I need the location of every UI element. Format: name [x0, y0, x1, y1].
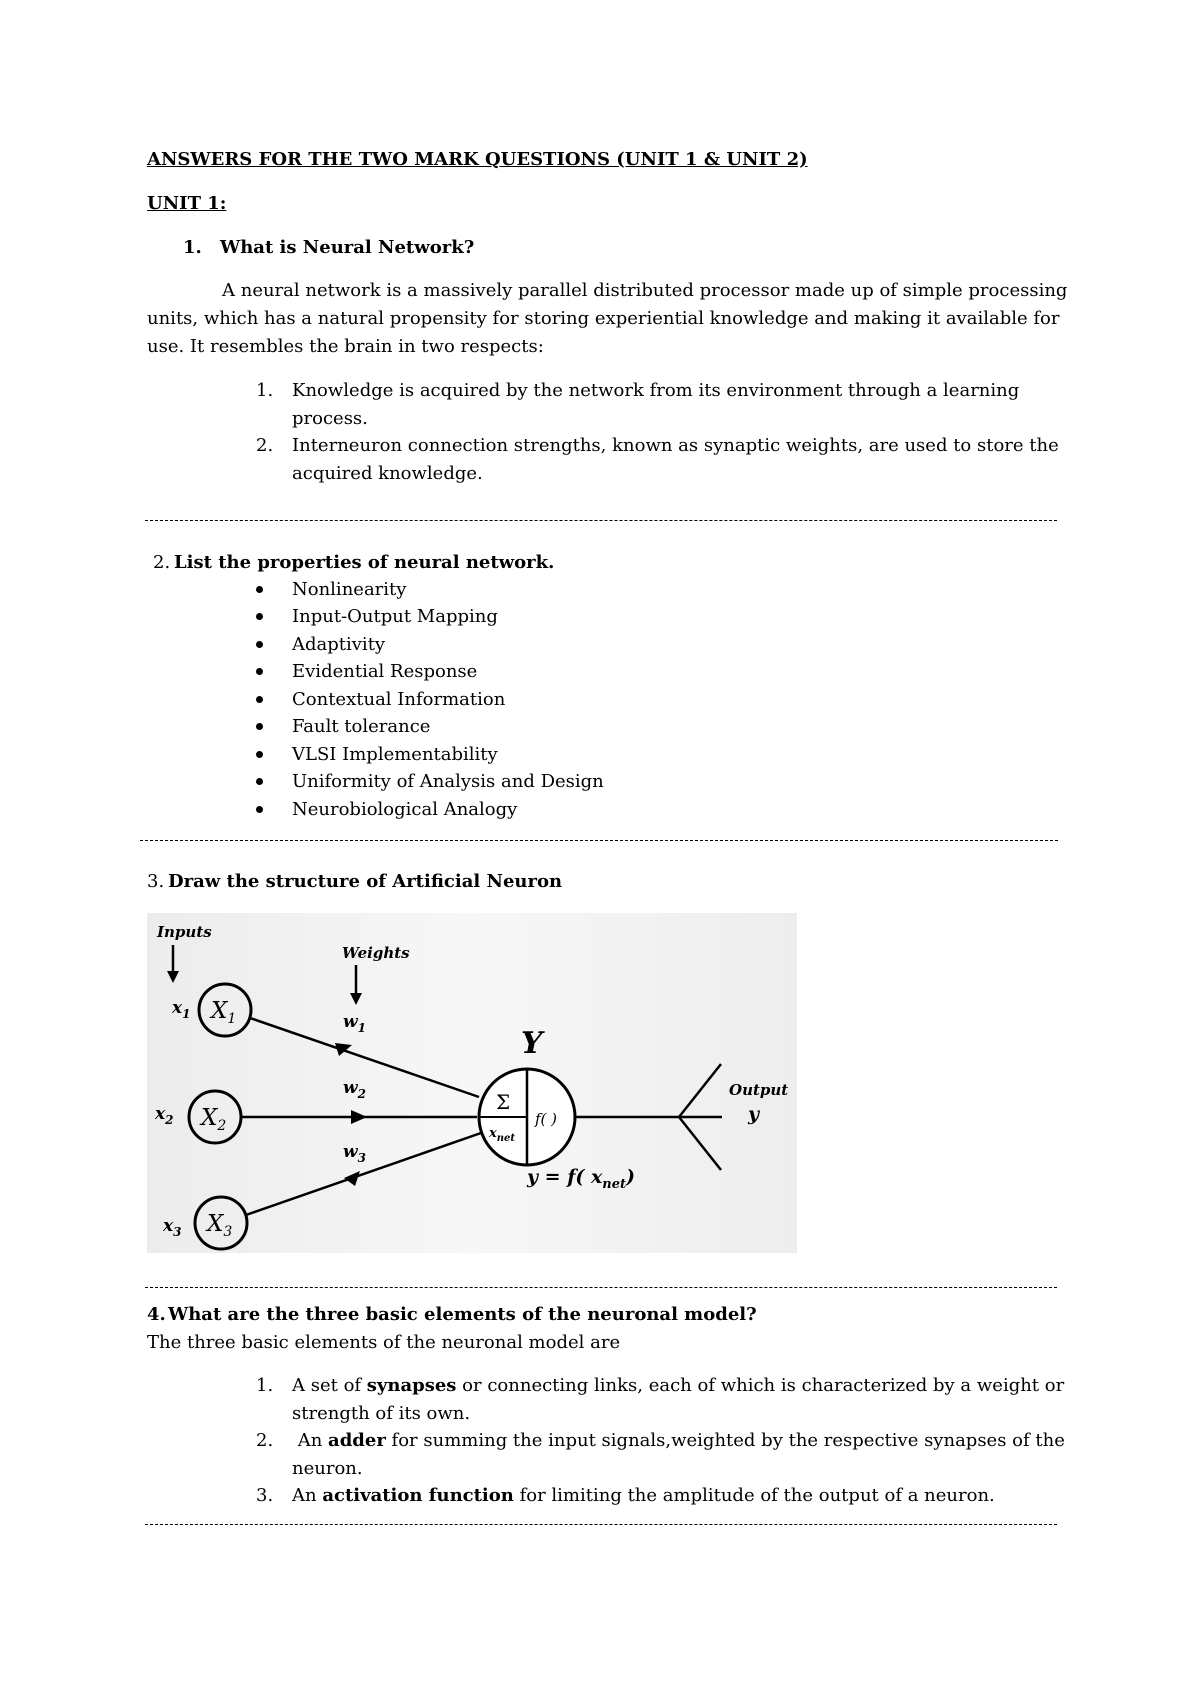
bullet-icon — [256, 723, 263, 730]
weight-w2-label: $w_2$ — [343, 1078, 366, 1101]
weight-w1-label: $w_1$ — [343, 1012, 366, 1035]
q1-item-text-cont: process. — [292, 408, 368, 429]
q4-number: 4. — [147, 1304, 166, 1325]
q4-intro: The three basic elements of the neuronal model are — [147, 1332, 621, 1353]
q1-number: 1. — [183, 237, 202, 258]
input-x1-label: $x_1$ — [172, 998, 191, 1021]
bullet-icon — [256, 586, 263, 593]
separator-line — [145, 1287, 1057, 1288]
q1-item-text-cont: acquired knowledge. — [292, 463, 483, 484]
bullet-icon — [256, 778, 263, 785]
q4-item-number: 1. — [256, 1375, 274, 1396]
q2-number: 2. — [153, 552, 171, 573]
input-x2-label: $x_2$ — [155, 1104, 174, 1127]
q4-question: What are the three basic elements of the neuronal model? — [168, 1304, 757, 1325]
document-title: ANSWERS FOR THE TWO MARK QUESTIONS (UNIT 1 & UNIT 2) — [147, 149, 808, 170]
q1-item-number: 1. — [256, 380, 274, 401]
output-label: Output — [729, 1081, 789, 1099]
q4-item-number: 2. — [256, 1430, 274, 1451]
bullet-icon — [256, 668, 263, 675]
q1-item-number: 2. — [256, 435, 274, 456]
bullet-icon — [256, 613, 263, 620]
diagram-background — [147, 913, 797, 1253]
q4-item-text-cont: neuron. — [292, 1458, 363, 1479]
q2-property: Adaptivity — [292, 634, 386, 655]
q4-item-text: An adder for summing the input signals,weighted by the respective synapses of the — [292, 1430, 1065, 1451]
separator-line — [145, 520, 1057, 521]
bullet-icon — [256, 806, 263, 813]
term-adder: adder — [328, 1430, 386, 1451]
q1-paragraph-line2: units, which has a natural propensity for storing experiential knowledge and making it available for — [147, 308, 1060, 329]
q4-item-text: A set of synapses or connecting links, each of which is characterized by a weight or — [292, 1375, 1065, 1396]
weight-w3-label: $w_3$ — [343, 1142, 366, 1165]
activation-function-symbol: f( ) — [535, 1110, 558, 1128]
q3-question: Draw the structure of Artificial Neuron — [168, 871, 563, 892]
separator-line — [145, 1524, 1057, 1525]
q4-item-text: An activation function for limiting the amplitude of the output of a neuron. — [292, 1485, 995, 1506]
input-x3-label: $x_3$ — [163, 1216, 182, 1239]
bullet-icon — [256, 696, 263, 703]
term-activation-function: activation function — [322, 1485, 514, 1506]
q2-property: VLSI Implementability — [292, 744, 498, 765]
summation-symbol: Σ — [496, 1090, 511, 1114]
net-input-label: $x_{net}$ — [489, 1126, 516, 1144]
bullet-icon — [256, 641, 263, 648]
q1-item-text: Interneuron connection strengths, known as synaptic weights, are used to store the — [292, 435, 1059, 456]
input-node-x3-label: $X_3$ — [207, 1211, 233, 1240]
q1-paragraph-line3: use. It resembles the brain in two respects: — [147, 336, 544, 357]
q4-item-number: 3. — [256, 1485, 274, 1506]
bullet-icon — [256, 751, 263, 758]
unit-heading: UNIT 1: — [147, 193, 227, 214]
artificial-neuron-diagram — [147, 913, 797, 1253]
neuron-label: Y — [521, 1026, 543, 1061]
q3-number: 3. — [147, 871, 165, 892]
q2-question: List the properties of neural network. — [174, 552, 555, 573]
separator-line — [140, 840, 1058, 841]
q2-property: Input-Output Mapping — [292, 606, 498, 627]
q2-property: Nonlinearity — [292, 579, 407, 600]
input-node-x1-label: $X_1$ — [211, 998, 237, 1027]
output-variable: y — [748, 1103, 760, 1125]
weights-label: Weights — [342, 944, 410, 962]
output-equation: y = f( $x_{net}$) — [527, 1166, 636, 1192]
q2-property: Uniformity of Analysis and Design — [292, 771, 604, 792]
q2-property: Contextual Information — [292, 689, 506, 710]
q1-item-text: Knowledge is acquired by the network from its environment through a learning — [292, 380, 1020, 401]
q2-property: Neurobiological Analogy — [292, 799, 518, 820]
input-node-x2-label: $X_2$ — [201, 1105, 227, 1134]
term-synapses: synapses — [366, 1375, 457, 1396]
q1-question: What is Neural Network? — [220, 237, 475, 258]
q4-item-text-cont: strength of its own. — [292, 1403, 471, 1424]
inputs-label: Inputs — [157, 923, 212, 941]
q1-paragraph-line1: A neural network is a massively parallel distributed processor made up of simple processing — [222, 280, 1068, 301]
q2-property: Evidential Response — [292, 661, 478, 682]
q2-property: Fault tolerance — [292, 716, 431, 737]
